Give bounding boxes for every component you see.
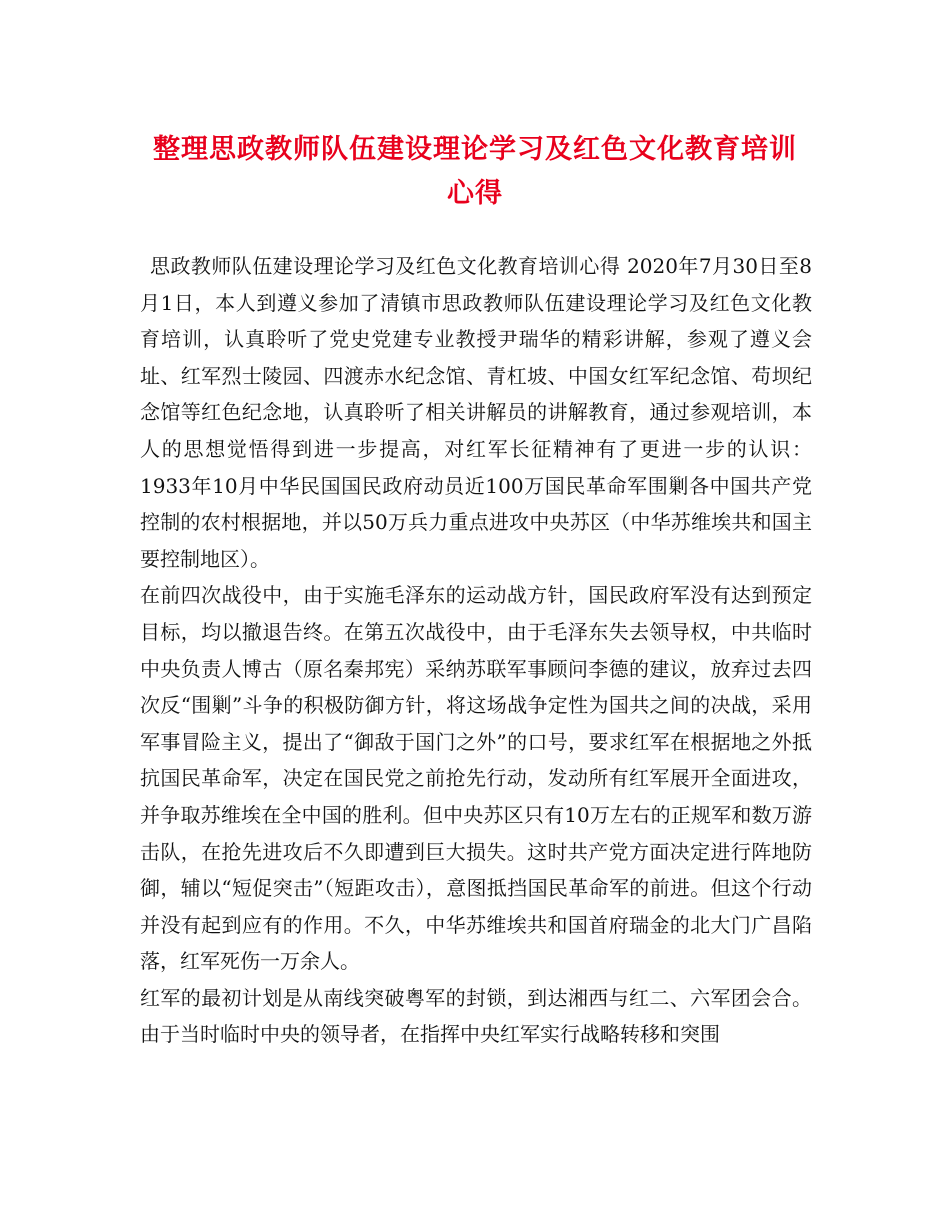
paragraph-2: 在前四次战役中，由于实施毛泽东的运动战方针，国民政府军没有达到预定目标，均以撤退告终。在第五次战役中，由于毛泽东失去领导权，中共临时中央负责人博古（原名秦邦宪）采纳苏联军事顾问李德的建议，放弃过去四次反“围剿”斗争的积极防御方针，将这场战争定性为国共之间的决战，采用军事冒险主义，提出了“御敌于国门之外”的口号，要求红军在根据地之外抵抗国民革命军，决定在国民党之前抢先行动，发动所有红军展开全面进攻，并争取苏维埃在全中国的胜利。但中央苏区只有10万左右的正规军和数万游击队，在抢先进攻后不久即遭到巨大损失。这时共产党方面决定进行阵地防御，辅以“短促突击”（短距攻击），意图抵挡国民革命军的前进。但这个行动并没有起到应有的作用。不久，中华苏维埃共和国首府瑞金的北大门广昌陷落，红军死伤一万余人。	[140, 583, 812, 974]
document-title: 整理思政教师队伍建设理论学习及红色文化教育培训心得	[153, 134, 797, 209]
paragraph-3: 红军的最初计划是从南线突破粤军的封锁，到达湘西与红二、六军团会合。由于当时临时中央的领导者，在指挥中央红军实行战略转移和突围	[140, 985, 812, 1047]
paragraph-1: 思政教师队伍建设理论学习及红色文化教育培训心得 2020年7月30日至8月1日，本人到遵义参加了清镇市思政教师队伍建设理论学习及红色文化教育培训，认真聆听了党史党建专业教授尹瑞华的精彩讲解，参观了遵义会址、红军烈士陵园、四渡赤水纪念馆、青杠坡、中国女红军纪念馆、苟坝纪念馆等红色纪念地，认真聆听了相关讲解员的讲解教育，通过参观培训，本人的思想觉悟得到进一步提高，对红军长征精神有了更进一步的认识： 1933年10月中华民国国民政府动员近100万国民革命军围剿各中国共产党控制的农村根据地，并以50万兵力重点进攻中央苏区（中华苏维埃共和国主要控制地区）。	[140, 254, 812, 571]
document-body	[140, 248, 812, 1053]
